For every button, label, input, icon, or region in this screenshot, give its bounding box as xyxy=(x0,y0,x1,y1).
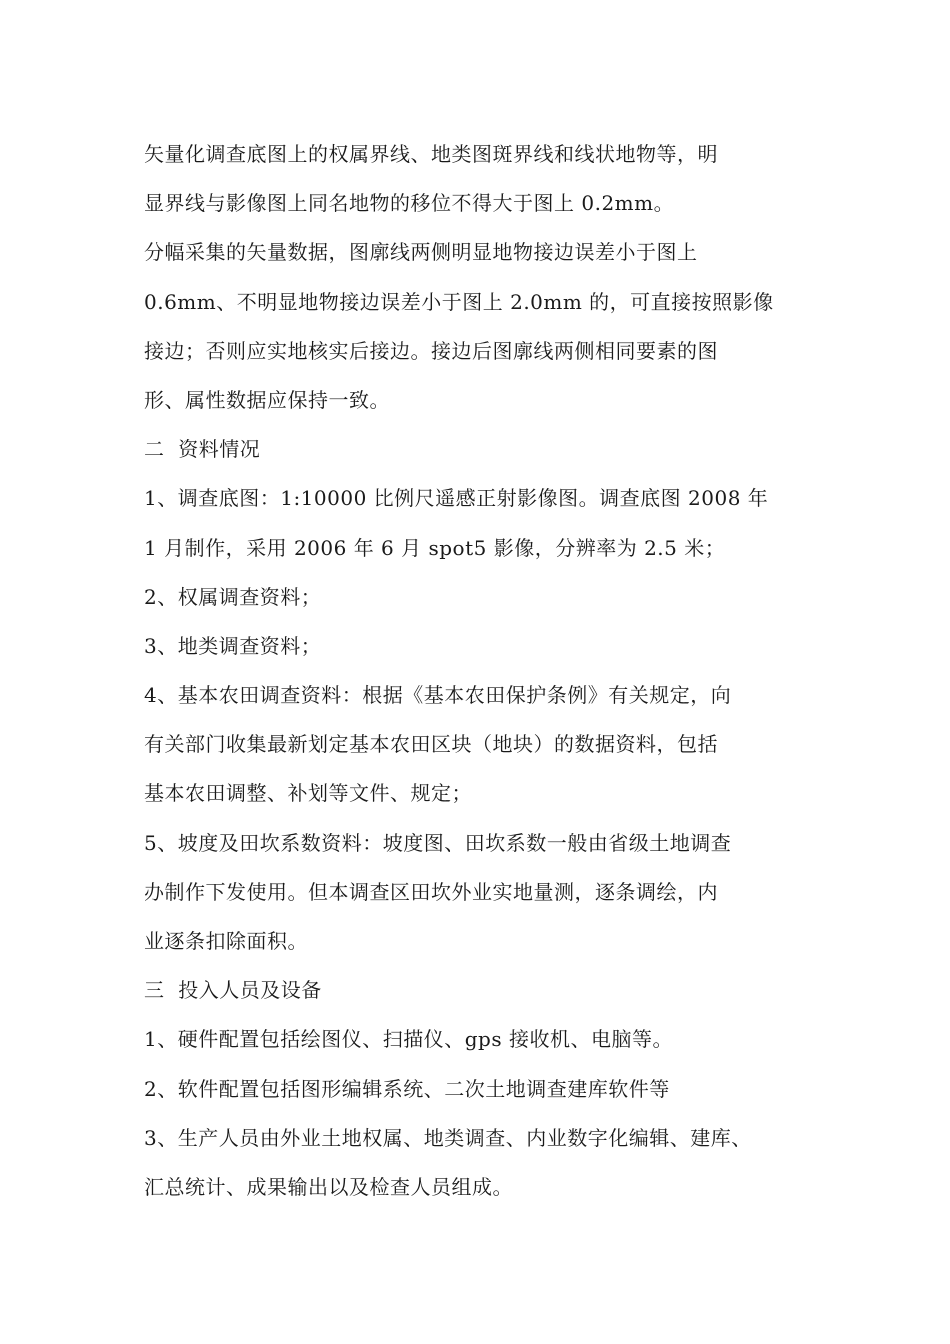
text-line: 汇总统计、成果输出以及检查人员组成。 xyxy=(144,1174,513,1199)
list-item: 3、地类调查资料； xyxy=(144,633,322,658)
text-line: 办制作下发使用。但本调查区田坎外业实地量测，逐条调绘，内 xyxy=(144,879,718,904)
text-line: 形、属性数据应保持一致。 xyxy=(144,387,390,412)
list-item: 4、基本农田调查资料：根据《基本农田保护条例》有关规定，向 xyxy=(144,683,732,708)
section-heading: 二 资料情况 xyxy=(144,437,261,462)
list-item: 3、生产人员由外业土地权属、地类调查、内业数字化编辑、建库、 xyxy=(144,1125,752,1150)
list-item: 1、硬件配置包括绘图仪、扫描仪、gps 接收机、电脑等。 xyxy=(144,1027,673,1052)
section-heading: 三 投入人员及设备 xyxy=(144,978,322,1003)
text-line: 基本农田调整、补划等文件、规定； xyxy=(144,781,472,806)
text-line: 业逐条扣除面积。 xyxy=(144,929,308,953)
body-text xyxy=(144,130,824,1212)
list-item: 2、软件配置包括图形编辑系统、二次土地调查建库软件等 xyxy=(144,1076,670,1101)
list-item: 5、坡度及田坎系数资料：坡度图、田坎系数一般由省级土地调查 xyxy=(144,830,732,855)
text-line: 接边；否则应实地核实后接边。接边后图廓线两侧相同要素的图 xyxy=(144,338,718,363)
text-line: 矢量化调查底图上的权属界线、地类图斑界线和线状地物等，明 xyxy=(144,142,718,166)
text-line: 0.6mm、不明显地物接边误差小于图上 2.0mm 的，可直接按照影像 xyxy=(144,289,774,314)
text-line: 显界线与影像图上同名地物的移位不得大于图上 0.2mm。 xyxy=(144,191,675,216)
text-line: 1 月制作，采用 2006 年 6 月 spot5 影像，分辨率为 2.5 米； xyxy=(144,535,726,560)
text-line: 分幅采集的矢量数据，图廓线两侧明显地物接边误差小于图上 xyxy=(144,240,698,265)
list-item: 1、调查底图：1:10000 比例尺遥感正射影像图。调查底图 2008 年 xyxy=(144,486,769,511)
list-item: 2、权属调查资料； xyxy=(144,584,322,609)
text-line: 有关部门收集最新划定基本农田区块（地块）的数据资料，包括 xyxy=(144,732,718,757)
